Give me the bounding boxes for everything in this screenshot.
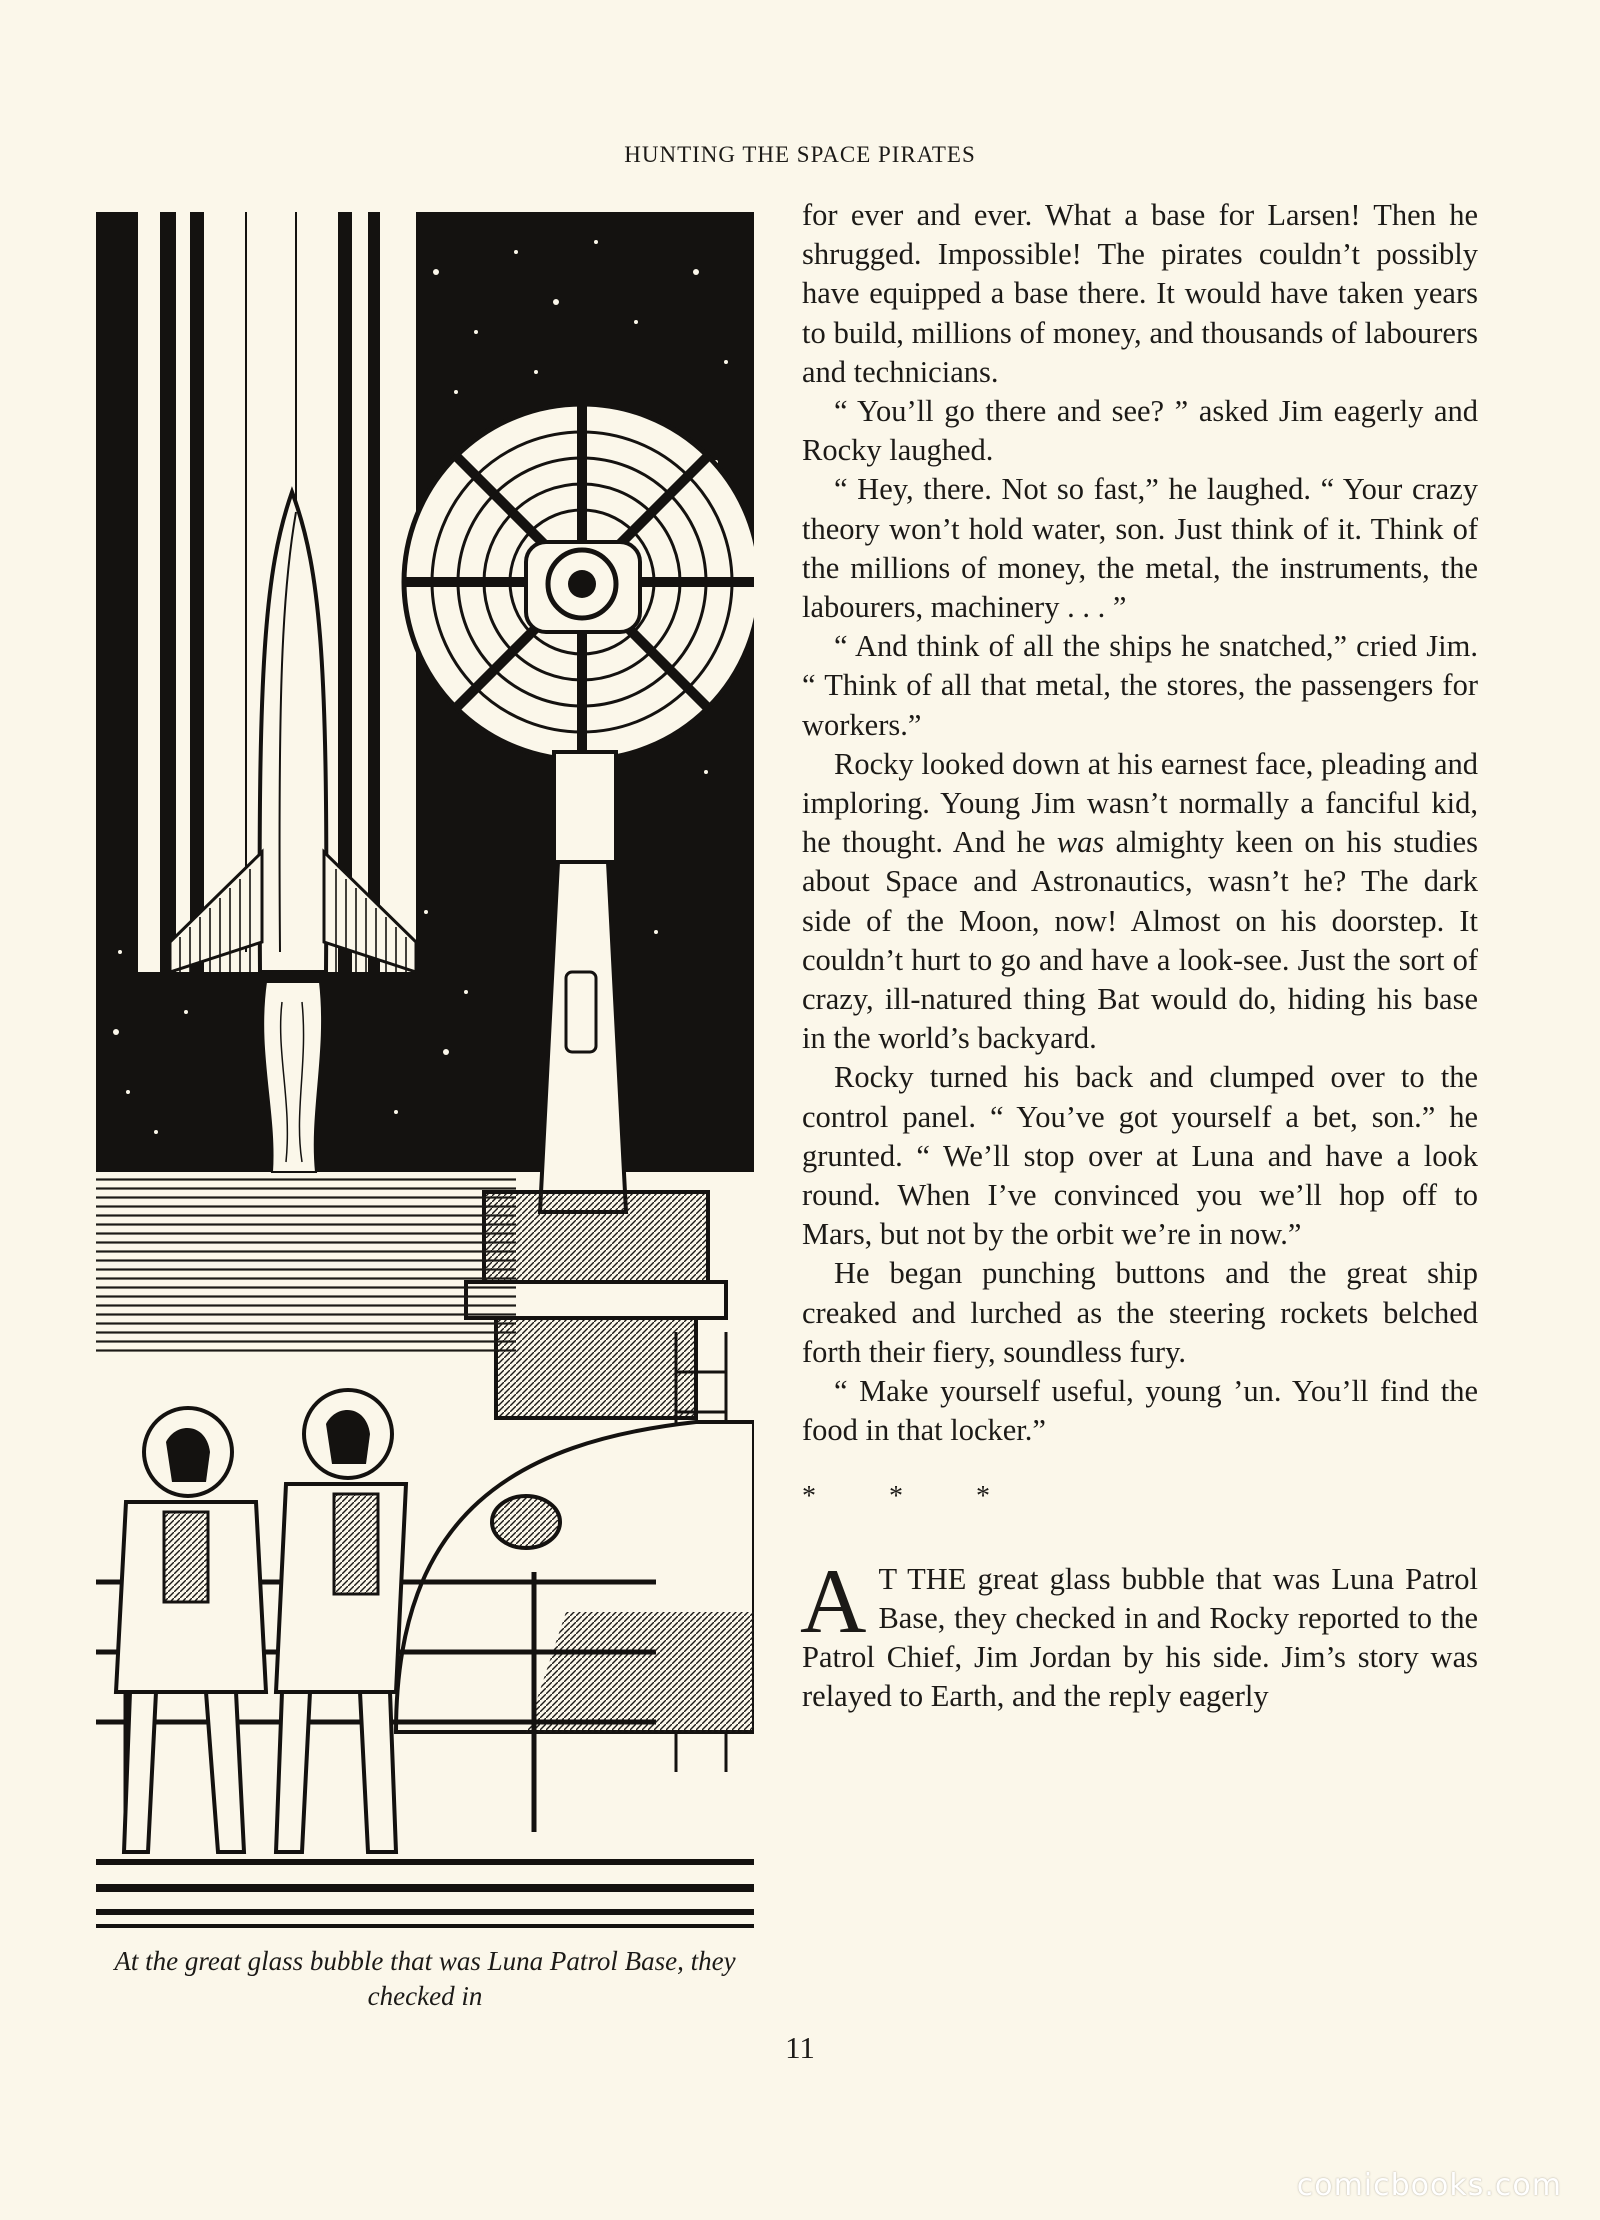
paragraph-text: almighty keen on his studies about Space and Astronautics, wasn’t he? The dark side of the Moon, now! Almost on his doorstep. It couldn’t hurt to go and have a look-see. Just the sort of crazy, ill-natured thing Bat would do, hiding his base in the world’s backyard.	[802, 825, 1479, 1056]
floor-lines	[96, 1862, 754, 1926]
running-head: HUNTING THE SPACE PIRATES	[624, 142, 976, 167]
illustration-caption: At the great glass bubble that was Luna Patrol Base, they checked in	[114, 1946, 736, 2011]
astronaut-left	[116, 1408, 266, 1852]
paragraph: “ Make yourself useful, young ’un. You’ll find the food in that locker.”	[802, 1374, 1478, 1448]
body-text-column	[802, 196, 1478, 1717]
observation-dome	[396, 1422, 754, 1732]
watermark: comicbooks.com	[1296, 2168, 1562, 2203]
paragraph	[802, 745, 1478, 1059]
paragraph	[800, 1549, 1478, 1717]
rocket-exhaust	[263, 982, 322, 1172]
paragraph: He began punching buttons and the great ship creaked and lurched as the steering rockets belched forth their fiery, soundless fury.	[802, 1256, 1478, 1369]
section-break: * * *	[802, 1480, 990, 1512]
paragraph: “ And think of all the ships he snatched,” cried Jim. “ Think of all that metal, the stores, the passengers for workers.”	[802, 629, 1478, 742]
paragraph: for ever and ever. What a base for Larsen! Then he shrugged. Impossible! The pirates couldn’t possibly have equipped a base there. It would have taken years to build, millions of money, and thousands of labourers and technicians.	[802, 198, 1478, 389]
emphasis-word: was	[1056, 825, 1105, 860]
rocket-launch-illustration	[96, 212, 754, 1930]
paragraph: Rocky turned his back and clumped over to the control panel. “ You’ve got yourself a bet, son.” he grunted. “ We’ll stop over at Luna and have a look round. When I’ve convinced you we’ll hop off to Mars, but not by the orbit we’re in now.”	[802, 1060, 1478, 1252]
astronaut-right	[276, 1390, 406, 1852]
paragraph-text: T THE great glass bubble that was Luna Patrol Base, they checked in and Rocky reported to the Patrol Chief, Jim Jordan by his side. Jim’s story was relayed to Earth, and the reply eagerly	[802, 1561, 1478, 1714]
illustration	[96, 212, 754, 1930]
paragraph: “ Hey, there. Not so fast,” he laughed. “ Your crazy theory won’t hold water, son. Just think of it. Think of the millions of money, the metal, the instruments, the labourers, machinery . . . ”	[802, 472, 1478, 625]
page-number: 11	[785, 2030, 815, 2065]
drop-cap: A	[800, 1549, 867, 1652]
lunar-plain	[96, 1172, 516, 1352]
radar-dish	[404, 404, 754, 760]
paragraph-text: Rocky looked down at his earnest face, pleading and imploring. Young Jim wasn’t normally a fanciful kid, he thought. And he	[802, 746, 1478, 860]
paragraph: “ You’ll go there and see? ” asked Jim eagerly and Rocky laughed.	[802, 394, 1478, 468]
